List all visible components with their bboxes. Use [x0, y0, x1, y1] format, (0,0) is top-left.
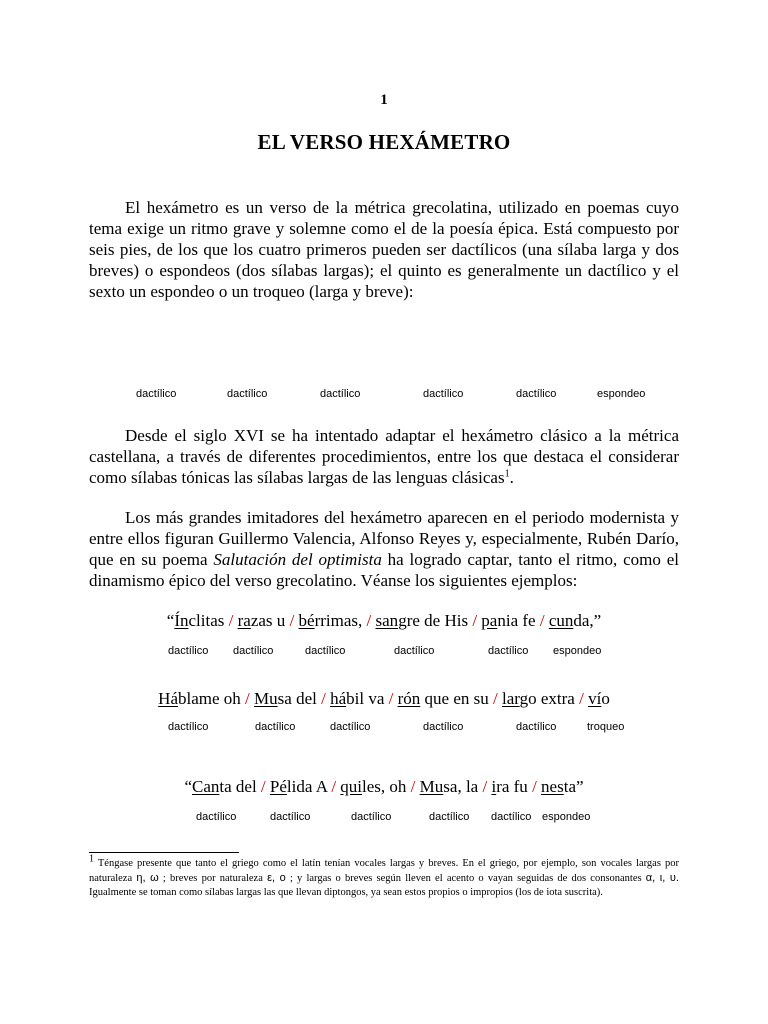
verse-example-3 — [0, 777, 768, 797]
foot-separator: / — [532, 777, 542, 796]
foot-label: dactílico — [516, 721, 557, 733]
stressed-syllable: Mu — [419, 777, 444, 796]
foot-label: dactílico — [320, 388, 361, 400]
verse-text: les, oh — [362, 777, 411, 796]
foot-label: dactílico — [227, 388, 268, 400]
foot-label: espondeo — [597, 388, 646, 400]
stressed-syllable: pa — [481, 611, 498, 630]
footnote-text-c: ; y largas o breves según lleven el acento o vayan seguidas de dos consonantes — [285, 873, 646, 884]
foot-label: espondeo — [542, 811, 591, 823]
stressed-syllable: i — [491, 777, 497, 796]
foot-separator: / — [228, 611, 238, 630]
footnote-reference: 1 — [504, 468, 510, 480]
verse-text: da,” — [573, 611, 602, 630]
footnote-text-d: Igualmente se toman como sílabas largas las que llevan diptongos, ya sean estos propios o impropios (los de iota suscrita). — [89, 887, 603, 898]
stressed-syllable: rón — [397, 689, 421, 708]
stressed-syllable: qui — [340, 777, 363, 796]
foot-separator: / — [366, 611, 376, 630]
foot-label: dactílico — [516, 388, 557, 400]
stressed-syllable: ví — [588, 689, 602, 708]
footnote-marker: 1 — [89, 853, 94, 865]
paragraph-history — [89, 425, 679, 488]
foot-label: dactílico — [429, 811, 470, 823]
verse-text: ta del — [219, 777, 261, 796]
paragraph-intro: El hexámetro es un verso de la métrica grecolatina, utilizado en poemas cuyo tema exige un ritmo grave y solemne como el de la poesía épica. Está compuesto por seis pies, de los que los cuatro primeros pueden ser dactílicos (una sílaba larga y dos breves) o espondeos (dos sílabas largas); el quinto es generalmente un dactílico y el sexto un espondeo o un troqueo (larga y breve): — [89, 198, 679, 301]
verse-text: nia fe — [497, 611, 540, 630]
paragraph-imitators-a: Los más grandes imitadores del hexámetro aparecen en el periodo modernista y entre ellos figuran Guillermo Valencia, Alfonso Reyes y, especialmente, Rubén Darío, que en su poema — [89, 508, 679, 569]
verse-text: ra fu — [496, 777, 533, 796]
verse-text: ta” — [563, 777, 584, 796]
foot-label: dactílico — [305, 645, 346, 657]
stressed-syllable: cun — [548, 611, 574, 630]
stressed-syllable: san — [375, 611, 399, 630]
foot-label: dactílico — [136, 388, 177, 400]
stressed-syllable: Ín — [174, 611, 189, 630]
verse-open-quote: “ — [184, 777, 192, 796]
verse-text: clitas — [188, 611, 229, 630]
page-number: 1 — [380, 92, 388, 108]
stressed-syllable: lar — [501, 689, 520, 708]
stressed-syllable: ra — [237, 611, 251, 630]
foot-label: dactílico — [196, 811, 237, 823]
footnote-divider — [89, 852, 239, 853]
foot-label: dactílico — [423, 388, 464, 400]
stressed-syllable: nes — [541, 777, 564, 796]
verse-text: rrimas, — [314, 611, 367, 630]
foot-separator: / — [289, 611, 299, 630]
foot-separator: / — [260, 777, 270, 796]
foot-label: dactílico — [168, 645, 209, 657]
verse-text: sa, la — [443, 777, 483, 796]
foot-separator: / — [493, 689, 502, 708]
paragraph-history-text: Desde el siglo XVI se ha intentado adaptar el hexámetro clásico a la métrica castellana, a través de diferentes procedimientos, entre los que destaca el considerar como sílabas tónicas las sílabas largas de las lenguas clásicas — [89, 426, 679, 487]
verse-open-quote: “ — [166, 611, 175, 630]
foot-label: espondeo — [553, 645, 602, 657]
foot-separator: / — [539, 611, 549, 630]
verse-example-2 — [0, 689, 768, 709]
stressed-syllable: há — [330, 689, 347, 708]
foot-label: dactílico — [168, 721, 209, 733]
foot-separator: / — [579, 689, 589, 708]
footnote-text-b: ; breves por naturaleza — [158, 873, 268, 884]
footnote — [89, 853, 679, 900]
footnote-long-vowels: η, ω — [136, 872, 159, 884]
poem-title: Salutación del optimista — [213, 550, 382, 569]
paragraph-history-end: . — [509, 468, 514, 487]
foot-label: dactílico — [491, 811, 532, 823]
foot-label: dactílico — [488, 645, 529, 657]
stressed-syllable: Há — [158, 689, 178, 708]
foot-separator: / — [410, 777, 420, 796]
foot-separator: / — [245, 689, 255, 708]
foot-label: dactílico — [270, 811, 311, 823]
foot-separator: / — [331, 777, 341, 796]
stressed-syllable: Mu — [254, 689, 278, 708]
paragraph-imitators-b: ha logrado captar, tanto el ritmo, como el dinamismo épico del verso grecolatino. Véanse los siguientes ejemplos: — [89, 550, 679, 590]
verse-text: sa del — [277, 689, 322, 708]
foot-separator: / — [321, 689, 331, 708]
verse-text: que en su — [420, 689, 493, 708]
foot-label: dactílico — [351, 811, 392, 823]
page-title: EL VERSO HEXÁMETRO — [257, 130, 511, 154]
verse-text: blame oh — [178, 689, 246, 708]
foot-label: dactílico — [423, 721, 464, 733]
foot-separator: / — [482, 777, 492, 796]
verse-text: zas u — [250, 611, 290, 630]
foot-separator: / — [388, 689, 398, 708]
stressed-syllable: bé — [298, 611, 315, 630]
foot-label: dactílico — [330, 721, 371, 733]
footnote-text-a: Téngase presente que tanto el griego como el latín tenían vocales largas y breves. En el griego, por ejemplo, son vocales largas por naturaleza — [89, 858, 679, 884]
verse-text: o — [601, 689, 610, 708]
foot-separator: / — [472, 611, 482, 630]
verse-text: gre de His — [398, 611, 473, 630]
verse-text: bil va — [346, 689, 389, 708]
footnote-short-vowels: ε, ο — [267, 872, 286, 884]
stressed-syllable: Can — [191, 777, 220, 796]
foot-label: dactílico — [255, 721, 296, 733]
verse-text: lida A — [286, 777, 332, 796]
verse-example-1 — [0, 611, 768, 631]
foot-label: dactílico — [233, 645, 274, 657]
paragraph-imitators — [89, 507, 679, 591]
foot-label: dactílico — [394, 645, 435, 657]
verse-text: go extra — [519, 689, 580, 708]
foot-label: troqueo — [587, 721, 625, 733]
stressed-syllable: Pé — [269, 777, 287, 796]
footnote-ambiguous-vowels: α, ι, υ. — [645, 872, 679, 884]
